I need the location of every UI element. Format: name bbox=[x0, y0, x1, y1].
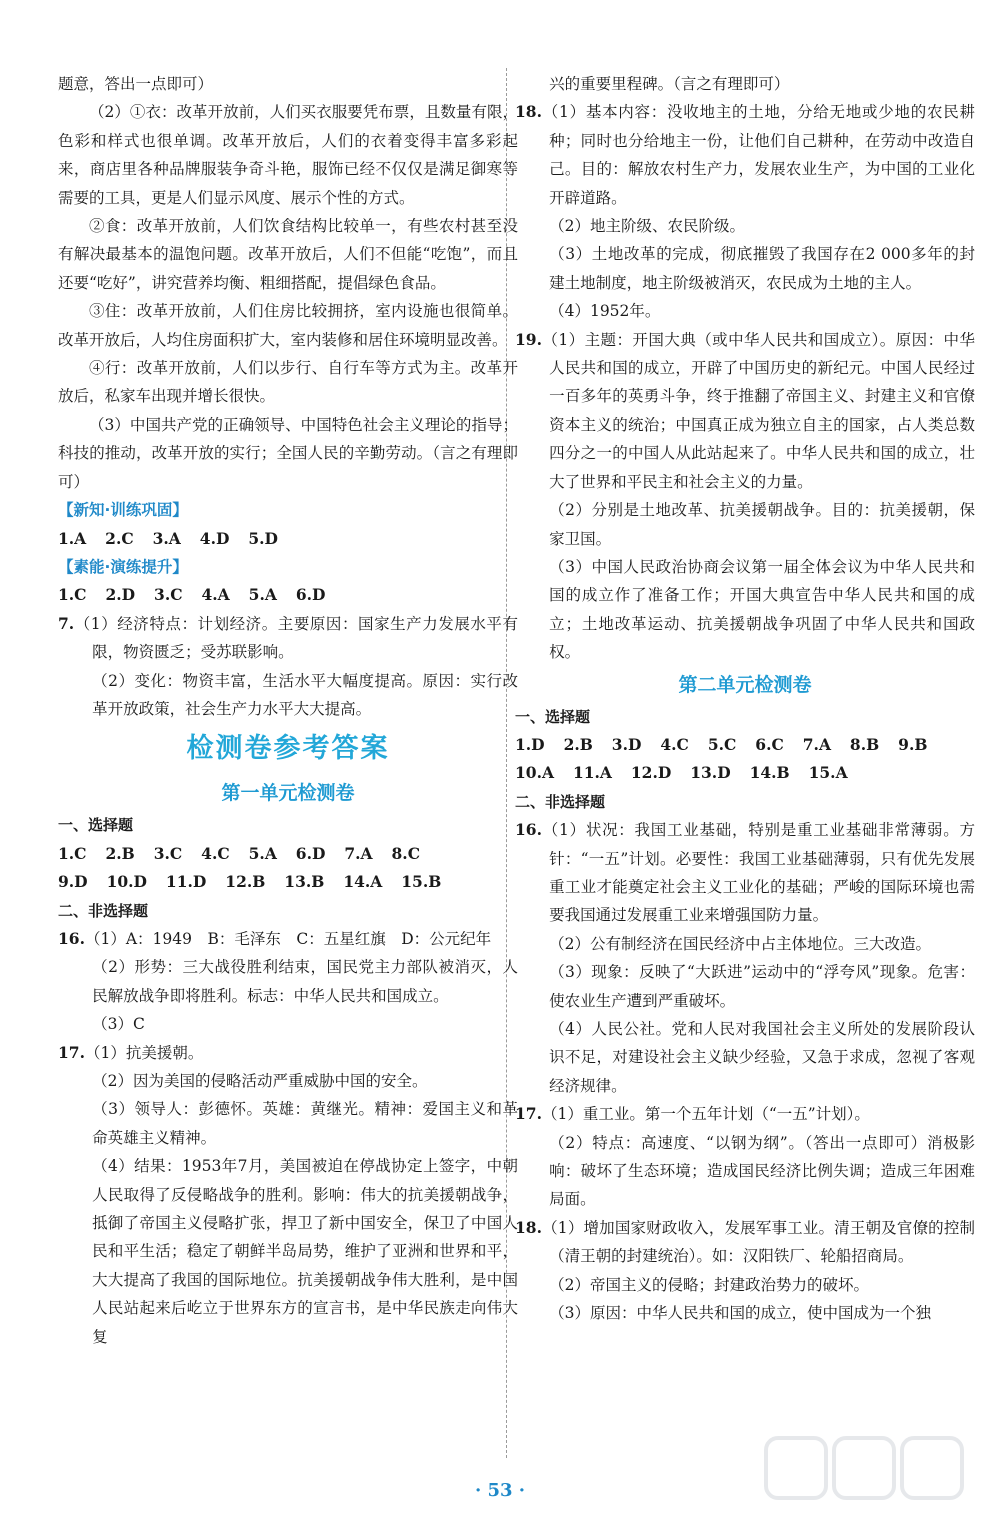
section-tag-xinzhi: 【新知·训练巩固】 bbox=[58, 501, 188, 520]
answer-text: （1）主题：开国大典（或中华人民共和国成立）。原因：中华人民共和国的成立，开辟了中国历史的新纪元。中国人民经过一百多年的英勇斗争，终于推翻了帝国主义、封建主义和官僚资本主义的统治；中国真正成为独立自主的国家，占人类总数四分之一的中国人从此站起来了。中华人民共和国的成立，壮大了世界和平民主和社会主义的力量。 bbox=[541, 330, 975, 491]
answer-paragraph: ②食：改革开放前，人们饮食结构比较单一，有些农村甚至没有解决最基本的温饱问题。改革开放后，人们不但能“吃饱”，而且还要“吃好”，讲究营养均衡、粗细搭配，提倡绿色食品。 bbox=[58, 217, 518, 292]
answer-item: 5.C bbox=[707, 734, 737, 754]
question-number: 18. bbox=[515, 102, 542, 122]
answer-paragraph: ④行：改革开放前，人们以步行、自行车等方式为主。改革开放后，私家车出现并增长很快。 bbox=[58, 359, 518, 406]
answer-item: 5.D bbox=[248, 528, 278, 548]
answer-item: 1.C bbox=[58, 843, 87, 863]
answer-paragraph: （4）结果：1953年7月，美国被迫在停战协定上签字，中朝人民取得了反侵略战争的胜利。影响：伟大的抗美援朝战争，抵御了帝国主义侵略扩张，捍卫了新中国安全，保卫了中国人民和平生活；稳定了朝鲜半岛局势，维护了亚洲和世界和平，大大提高了我国的国际地位。抗美援朝战争伟大胜利，是中国人民站起来后屹立于世界东方的宣言书，是中华民族走向伟大复 bbox=[92, 1157, 518, 1346]
question-number: 17. bbox=[515, 1104, 542, 1124]
page-number: · 53 · bbox=[474, 1480, 526, 1501]
answer-text: （1）抗美援朝。 bbox=[84, 1043, 204, 1062]
answer-paragraph: （3）土地改革的完成，彻底摧毁了我国存在2 000多年的封建土地制度，地主阶级被消灭，农民成为土地的主人。 bbox=[549, 245, 975, 292]
answer-text: （1）经济特点：计划经济。主要原因：国家生产力发展水平有限，物资匮乏；受苏联影响。 bbox=[74, 614, 518, 662]
answer-item: 10.D bbox=[106, 872, 147, 892]
unit2-question-18 bbox=[515, 1214, 975, 1271]
answer-row bbox=[58, 868, 518, 896]
section-heading-nonchoice: 二、非选择题 bbox=[515, 792, 606, 811]
answer-item: 13.B bbox=[284, 872, 325, 892]
left-column bbox=[58, 70, 518, 1351]
answer-paragraph: （2）特点：高速度、“以钢为纲”。（答出一点即可）消极影响：破坏了生态环境；造成国民经济比例失调；造成三年困难局面。 bbox=[549, 1133, 975, 1209]
answer-item: 9.B bbox=[898, 734, 928, 754]
answer-item: 1.A bbox=[58, 528, 87, 548]
answer-text: （1）增加国家财政收入，发展军事工业。清王朝及官僚的控制（清王朝的封建统治）。如：汉阳铁厂、轮船招商局。 bbox=[541, 1218, 975, 1266]
answer-item: 1.C bbox=[58, 585, 87, 605]
answer-item: 14.A bbox=[343, 872, 383, 892]
answer-paragraph: （3）原因：中华人民共和国的成立，使中国成为一个独 bbox=[549, 1304, 931, 1323]
answer-paragraph: （2）因为美国的侵略活动严重威胁中国的安全。 bbox=[92, 1072, 428, 1090]
answer-item: 9.D bbox=[58, 872, 88, 892]
answer-paragraph: （2）①衣：改革开放前，人们买衣服要凭布票，且数量有限，色彩和样式也很单调。改革开放后，人们的衣着变得丰富多彩起来，商店里各种品牌服装争奇斗艳，服饰已经不仅仅是满足御寒等需要的工具，更是人们显示风度、展示个性的方式。 bbox=[58, 103, 518, 207]
answer-item: 7.A bbox=[802, 734, 831, 754]
answer-item: 6.D bbox=[295, 843, 326, 863]
answer-item: 12.B bbox=[225, 872, 266, 892]
answer-item: 6.C bbox=[755, 734, 784, 754]
answer-row bbox=[58, 525, 518, 553]
answer-item: 3.D bbox=[611, 734, 642, 754]
question-7 bbox=[58, 610, 518, 667]
answer-item: 2.C bbox=[105, 528, 134, 548]
question-19 bbox=[515, 326, 975, 496]
unit2-question-16 bbox=[515, 816, 975, 930]
answer-item: 8.B bbox=[849, 734, 880, 754]
question-17 bbox=[58, 1039, 518, 1067]
question-18 bbox=[515, 98, 975, 212]
unit2-question-17 bbox=[515, 1100, 975, 1128]
answer-item: 2.D bbox=[105, 585, 136, 605]
answer-item: 4.D bbox=[199, 528, 230, 548]
unit1-title: 第一单元检测卷 bbox=[221, 782, 355, 805]
right-column bbox=[515, 70, 975, 1327]
answer-item: 3.C bbox=[153, 843, 183, 863]
answer-paragraph: （3）中国共产党的正确领导、中国特色社会主义理论的指导；科技的推动，改革开放的实行；全国人民的辛勤劳动。（言之有理即可） bbox=[58, 415, 518, 491]
text-line: 兴的重要里程碑。（言之有理即可） bbox=[549, 75, 790, 93]
answer-paragraph: （4）1952年。 bbox=[549, 302, 661, 321]
answer-row bbox=[515, 731, 975, 759]
answer-item: 5.A bbox=[248, 843, 277, 863]
answer-item: 13.D bbox=[690, 763, 731, 783]
answer-text: （1）基本内容：没收地主的土地，分给无地或少地的农民耕种；同时也分给地主一份，让他们自己耕种，在劳动中改造自己。目的：解放农村生产力，发展农业生产，为中国的工业化开辟道路。 bbox=[541, 103, 975, 207]
answer-paragraph: （3）中国人民政治协商会议第一届全体会议为中华人民共和国的成立作了准备工作；开国大典宣告中华人民共和国的成立；土地改革运动、抗美援朝战争巩固了中华人民共和国政权。 bbox=[549, 557, 975, 662]
answer-item: 14.B bbox=[749, 763, 790, 783]
section-heading-nonchoice: 二、非选择题 bbox=[58, 901, 149, 920]
answer-text: （1）重工业。第一个五年计划（“一五”计划）。 bbox=[541, 1105, 870, 1124]
answer-paragraph: （3）现象：反映了“大跃进”运动中的“浮夸风”现象。危害：使农业生产遭到严重破坏。 bbox=[549, 963, 975, 1010]
answer-item: 4.A bbox=[201, 585, 230, 605]
answer-item: 15.A bbox=[808, 763, 848, 783]
question-number: 16. bbox=[58, 928, 85, 948]
answer-text: （1）A：1949 B：毛泽东 C：五星红旗 D：公元纪年 bbox=[84, 929, 492, 948]
answer-item: 3.C bbox=[154, 585, 183, 605]
answer-item: 15.B bbox=[401, 872, 442, 892]
answer-item: 4.C bbox=[201, 843, 230, 863]
section-tag-suneng: 【素能·演练提升】 bbox=[58, 557, 188, 576]
watermark-logo bbox=[762, 1432, 992, 1512]
answer-item: 11.D bbox=[165, 872, 207, 892]
answer-item: 2.B bbox=[105, 843, 135, 863]
question-number: 19. bbox=[515, 329, 542, 349]
answer-item: 6.D bbox=[295, 585, 326, 605]
answer-row bbox=[58, 840, 518, 868]
answer-paragraph: （2）公有制经济在国民经济中占主体地位。三大改造。 bbox=[549, 934, 931, 953]
question-number: 16. bbox=[515, 820, 542, 840]
answer-item: 1.D bbox=[515, 734, 545, 754]
answer-item: 10.A bbox=[515, 763, 554, 783]
answer-item: 8.C bbox=[391, 843, 421, 863]
section-heading-choice: 一、选择题 bbox=[58, 816, 134, 835]
section-title-answers: 检测卷参考答案 bbox=[186, 733, 390, 765]
answer-item: 2.B bbox=[563, 734, 593, 754]
question-16 bbox=[58, 925, 518, 953]
answer-item: 5.A bbox=[248, 585, 277, 605]
answer-item: 12.D bbox=[630, 763, 672, 783]
answer-paragraph: （4）人民公社。党和人民对我国社会主义所处的发展阶段认识不足，对建设社会主义缺少经验，又急于求成，忽视了客观经济规律。 bbox=[549, 1020, 975, 1095]
answer-paragraph: （2）形势：三大战役胜利结束，国民党主力部队被消灭，人民解放战争即将胜利。标志：中华人民共和国成立。 bbox=[92, 958, 518, 1005]
answer-item: 3.A bbox=[152, 528, 181, 548]
answer-item: 11.A bbox=[572, 763, 612, 783]
answer-text: （1）状况：我国工业基础，特别是重工业基础非常薄弱。方针：“一五”计划。必要性：我国工业基础薄弱，只有优先发展重工业才能奠定社会主义工业化的基础；严峻的国际环境也需要我国通过发展重工业来增强国防力量。 bbox=[541, 821, 975, 925]
section-heading-choice: 一、选择题 bbox=[515, 707, 591, 726]
answer-paragraph: （3）领导人：彭德怀。英雄：黄继光。精神：爱国主义和革命英雄主义精神。 bbox=[92, 1100, 518, 1147]
answer-paragraph: （3）C bbox=[92, 1015, 145, 1034]
answer-row bbox=[515, 759, 975, 787]
text-line: 题意，答出一点即可） bbox=[58, 75, 214, 93]
answer-paragraph: （2）地主阶级、农民阶级。 bbox=[549, 217, 745, 236]
answer-paragraph: （2）分别是土地改革、抗美援朝战争。目的：抗美援朝，保家卫国。 bbox=[549, 501, 975, 548]
answer-paragraph: ③住：改革开放前，人们住房比较拥挤，室内设施也很简单。改革开放后，人均住房面积扩大，室内装修和居住环境明显改善。 bbox=[58, 302, 518, 349]
answer-item: 4.C bbox=[660, 734, 689, 754]
question-number: 17. bbox=[58, 1042, 85, 1062]
answer-row bbox=[58, 581, 518, 609]
unit2-title: 第二单元检测卷 bbox=[678, 673, 812, 696]
answer-paragraph: （2）变化：物资丰富，生活水平大幅度提高。原因：实行改革开放政策，社会生产力水平大大提高。 bbox=[92, 671, 518, 718]
answer-paragraph: （2）帝国主义的侵略；封建政治势力的破坏。 bbox=[549, 1275, 869, 1294]
answer-item: 7.A bbox=[344, 843, 373, 863]
question-number: 18. bbox=[515, 1217, 542, 1237]
question-number: 7. bbox=[58, 613, 75, 633]
